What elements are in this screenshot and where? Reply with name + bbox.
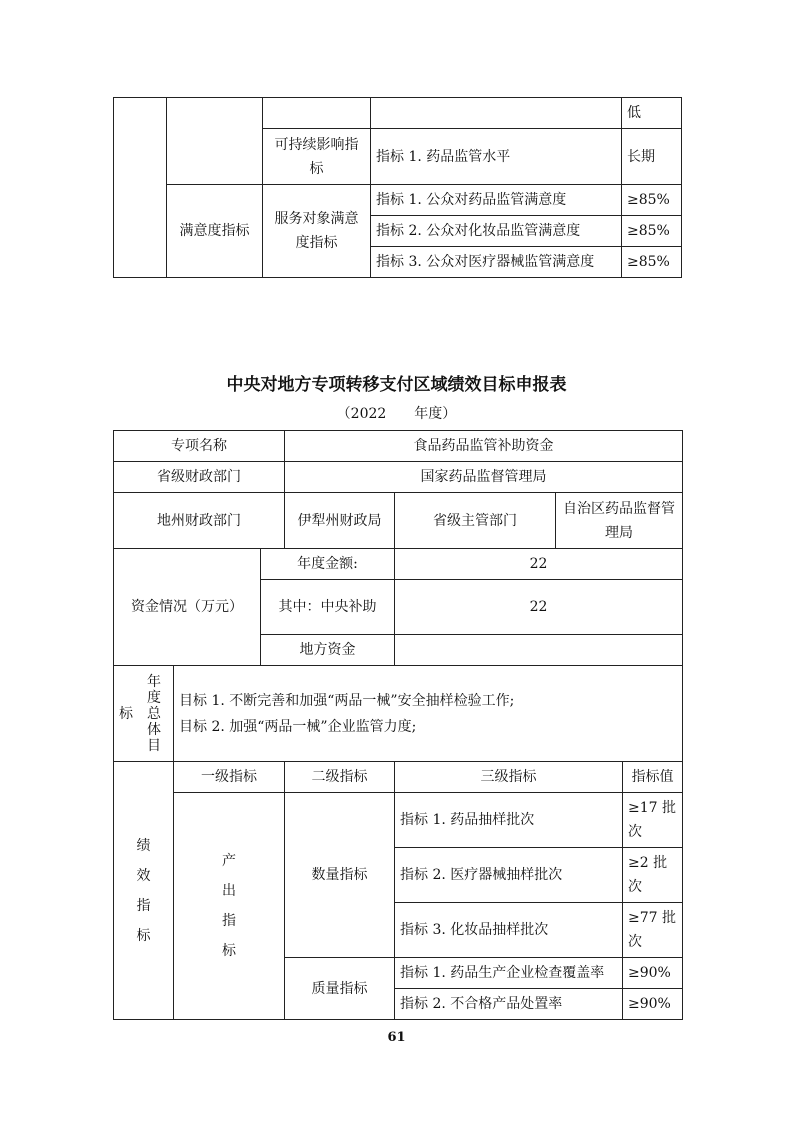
annual-amount-value: 22 — [395, 549, 683, 580]
header-second-level: 二级指标 — [285, 762, 395, 793]
blank-second-col — [167, 98, 263, 185]
performance-target-table — [113, 430, 683, 1020]
sustain-second-level: 可持续影响指标 — [263, 129, 371, 185]
quality-value: ≥90% — [623, 989, 683, 1020]
quantity-third: 指标 1. 药品抽样批次 — [395, 793, 623, 848]
quantity-value: ≥77 批次 — [623, 903, 683, 958]
performance-label-text: 绩效指标 — [136, 837, 151, 944]
quality-third: 指标 2. 不合格产品处置率 — [395, 989, 623, 1020]
output-label — [174, 793, 285, 1020]
sat-value: ≥85% — [622, 185, 682, 216]
value-cell: 低 — [622, 98, 682, 129]
funds-label: 资金情况（万元） — [114, 549, 261, 666]
quantity-third: 指标 2. 医疗器械抽样批次 — [395, 848, 623, 903]
provincial-finance-label: 省级财政部门 — [114, 462, 285, 493]
provincial-finance-value: 国家药品监督管理局 — [285, 462, 683, 493]
header-value: 指标值 — [623, 762, 683, 793]
sat-third-level: 指标 2. 公众对化妆品监管满意度 — [371, 216, 622, 247]
year-line: （2022 年度） — [336, 406, 457, 422]
local-funds-label: 地方资金 — [261, 635, 395, 666]
provincial-admin-label: 省级主管部门 — [395, 493, 556, 549]
blank-cell — [371, 98, 622, 129]
quality-third: 指标 1. 药品生产企业检查覆盖率 — [395, 958, 623, 989]
quantity-third: 指标 3. 化妆品抽样批次 — [395, 903, 623, 958]
local-funds-value — [395, 635, 683, 666]
header-first-level: 一级指标 — [174, 762, 285, 793]
satisfaction-second-level: 服务对象满意度指标 — [263, 185, 371, 278]
quantity-value: ≥2 批次 — [623, 848, 683, 903]
central-subsidy-label: 其中：中央补助 — [261, 580, 395, 635]
annual-amount-label: 年度金额: — [261, 549, 395, 580]
provincial-admin-value: 自治区药品监督管理局 — [556, 493, 683, 549]
goal-content — [174, 666, 683, 762]
sat-third-level: 指标 1. 公众对药品监管满意度 — [371, 185, 622, 216]
continuation-table — [113, 97, 682, 278]
goal-mid-label: 年度总体目 — [147, 673, 161, 754]
blank-first-col — [114, 98, 167, 278]
satisfaction-first-level: 满意度指标 — [167, 185, 263, 278]
quantity-label: 数量指标 — [285, 793, 395, 958]
prefecture-finance-label: 地州财政部门 — [114, 493, 285, 549]
performance-label — [114, 762, 174, 1020]
blank-cell — [263, 98, 371, 129]
quality-value: ≥90% — [623, 958, 683, 989]
goal-2: 目标 2. 加强“两品一械”企业监管力度; — [179, 718, 417, 735]
goal-left-char: 标 — [119, 705, 133, 722]
project-name-value: 食品药品监管补助资金 — [285, 431, 683, 462]
sat-value: ≥85% — [622, 216, 682, 247]
header-third-level: 三级指标 — [395, 762, 623, 793]
document-title: 中央对地方专项转移支付区域绩效目标申报表 — [226, 375, 567, 395]
goal-1: 目标 1. 不断完善和加强“两品一械”安全抽样检验工作; — [179, 692, 515, 709]
project-name-label: 专项名称 — [114, 431, 285, 462]
sustain-value: 长期 — [622, 129, 682, 185]
prefecture-finance-value: 伊犁州财政局 — [285, 493, 395, 549]
quantity-value: ≥17 批次 — [623, 793, 683, 848]
sat-value: ≥85% — [622, 247, 682, 278]
sustain-third-level: 指标 1. 药品监管水平 — [371, 129, 622, 185]
output-label-text: 产出指标 — [222, 853, 236, 959]
quality-label: 质量指标 — [285, 958, 395, 1020]
goal-left-label — [114, 666, 174, 762]
central-subsidy-value: 22 — [395, 580, 683, 635]
sat-third-level: 指标 3. 公众对医疗器械监管满意度 — [371, 247, 622, 278]
page-number: 61 — [387, 1030, 406, 1045]
